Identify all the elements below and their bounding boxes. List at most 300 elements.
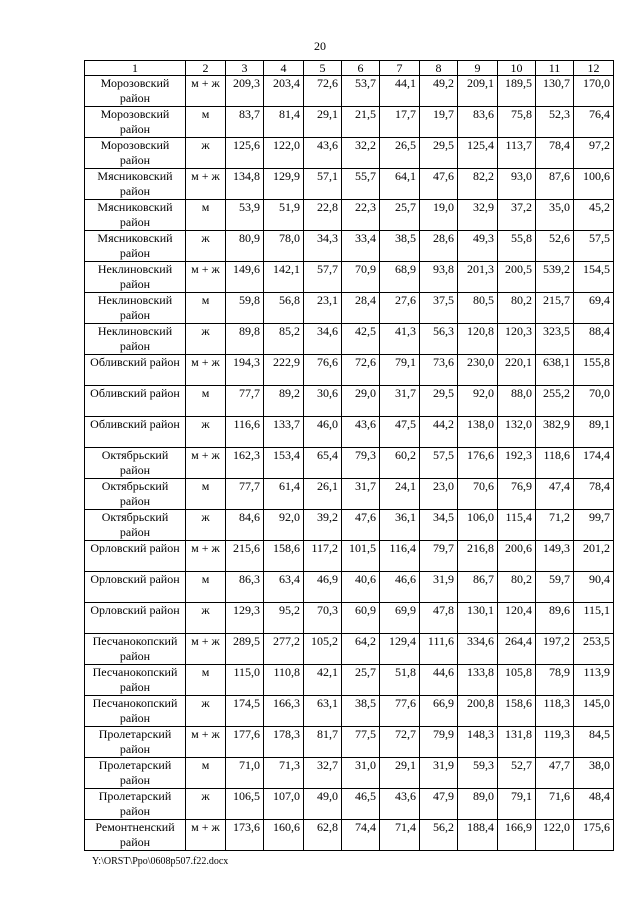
value-cell: 45,2 [574,200,614,231]
value-cell: 158,6 [264,541,304,572]
sex-cell: м [186,665,226,696]
value-cell: 115,1 [574,603,614,634]
value-cell: 80,2 [498,572,536,603]
value-cell: 99,7 [574,510,614,541]
value-cell: 53,7 [342,76,380,107]
district-cell: Пролетарский район [85,758,186,789]
value-cell: 24,1 [380,479,420,510]
value-cell: 72,6 [304,76,342,107]
value-cell: 106,0 [458,510,498,541]
value-cell: 106,5 [226,789,264,820]
value-cell: 44,1 [380,76,420,107]
value-cell: 170,0 [574,76,614,107]
value-cell: 53,9 [226,200,264,231]
value-cell: 31,9 [420,572,458,603]
value-cell: 47,6 [420,169,458,200]
value-cell: 29,1 [380,758,420,789]
value-cell: 89,8 [226,324,264,355]
column-header: 4 [264,61,304,76]
sex-cell: м + ж [186,820,226,851]
value-cell: 57,7 [304,262,342,293]
value-cell: 158,6 [498,696,536,727]
value-cell: 277,2 [264,634,304,665]
value-cell: 55,8 [498,231,536,262]
value-cell: 81,7 [304,727,342,758]
district-cell: Морозовский район [85,107,186,138]
value-cell: 42,5 [342,324,380,355]
value-cell: 129,4 [380,634,420,665]
table-row [85,76,614,107]
table-row [85,417,614,448]
value-cell: 51,8 [380,665,420,696]
value-cell: 21,5 [342,107,380,138]
value-cell: 216,8 [458,541,498,572]
value-cell: 253,5 [574,634,614,665]
value-cell: 111,6 [420,634,458,665]
value-cell: 71,4 [380,820,420,851]
value-cell: 93,8 [420,262,458,293]
value-cell: 42,1 [304,665,342,696]
value-cell: 78,0 [264,231,304,262]
district-cell: Октябрьский район [85,448,186,479]
value-cell: 113,9 [574,665,614,696]
value-cell: 174,4 [574,448,614,479]
value-cell: 72,6 [342,355,380,386]
value-cell: 89,0 [458,789,498,820]
value-cell: 125,6 [226,138,264,169]
sex-cell: м [186,479,226,510]
value-cell: 149,6 [226,262,264,293]
value-cell: 72,7 [380,727,420,758]
district-cell: Орловский район [85,541,186,572]
sex-cell: м + ж [186,727,226,758]
value-cell: 69,9 [380,603,420,634]
sex-cell: ж [186,138,226,169]
value-cell: 52,7 [498,758,536,789]
value-cell: 74,4 [342,820,380,851]
table-row [85,107,614,138]
value-cell: 77,7 [226,386,264,417]
value-cell: 79,1 [380,355,420,386]
value-cell: 37,5 [420,293,458,324]
district-cell: Песчанокопский район [85,634,186,665]
value-cell: 27,6 [380,293,420,324]
value-cell: 31,9 [420,758,458,789]
value-cell: 264,4 [498,634,536,665]
value-cell: 71,3 [264,758,304,789]
page-number: 20 [314,39,326,53]
value-cell: 57,5 [574,231,614,262]
value-cell: 49,0 [304,789,342,820]
value-cell: 88,0 [498,386,536,417]
value-cell: 64,1 [380,169,420,200]
value-cell: 122,0 [536,820,574,851]
value-cell: 82,2 [458,169,498,200]
value-cell: 34,3 [304,231,342,262]
value-cell: 22,8 [304,200,342,231]
table-row [85,789,614,820]
value-cell: 47,9 [420,789,458,820]
value-cell: 85,2 [264,324,304,355]
value-cell: 115,4 [498,510,536,541]
value-cell: 28,6 [420,231,458,262]
value-cell: 38,5 [342,696,380,727]
value-cell: 539,2 [536,262,574,293]
value-cell: 133,8 [458,665,498,696]
table-row [85,603,614,634]
table-row [85,386,614,417]
value-cell: 133,7 [264,417,304,448]
value-cell: 29,1 [304,107,342,138]
column-header: 9 [458,61,498,76]
value-cell: 89,1 [574,417,614,448]
value-cell: 83,6 [458,107,498,138]
value-cell: 200,5 [498,262,536,293]
value-cell: 382,9 [536,417,574,448]
value-cell: 215,6 [226,541,264,572]
value-cell: 255,2 [536,386,574,417]
district-cell: Ремонтненский район [85,820,186,851]
table-row [85,355,614,386]
table-row [85,665,614,696]
table-row [85,758,614,789]
table-row [85,293,614,324]
value-cell: 76,4 [574,107,614,138]
table-row [85,231,614,262]
value-cell: 89,6 [536,603,574,634]
value-cell: 176,6 [458,448,498,479]
value-cell: 46,9 [304,572,342,603]
value-cell: 77,5 [342,727,380,758]
district-cell: Неклиновский район [85,262,186,293]
value-cell: 38,5 [380,231,420,262]
value-cell: 89,2 [264,386,304,417]
value-cell: 215,7 [536,293,574,324]
value-cell: 120,4 [498,603,536,634]
value-cell: 97,2 [574,138,614,169]
value-cell: 130,7 [536,76,574,107]
value-cell: 201,2 [574,541,614,572]
value-cell: 43,6 [304,138,342,169]
value-cell: 56,2 [420,820,458,851]
value-cell: 35,0 [536,200,574,231]
value-cell: 154,5 [574,262,614,293]
sex-cell: м + ж [186,541,226,572]
value-cell: 230,0 [458,355,498,386]
value-cell: 19,0 [420,200,458,231]
sex-cell: ж [186,324,226,355]
value-cell: 178,3 [264,727,304,758]
district-cell: Морозовский район [85,138,186,169]
value-cell: 25,7 [380,200,420,231]
table-row [85,200,614,231]
value-cell: 323,5 [536,324,574,355]
sex-cell: м + ж [186,634,226,665]
value-cell: 63,1 [304,696,342,727]
column-header: 6 [342,61,380,76]
value-cell: 334,6 [458,634,498,665]
value-cell: 92,0 [264,510,304,541]
value-cell: 70,0 [574,386,614,417]
value-cell: 134,8 [226,169,264,200]
sex-cell: м + ж [186,169,226,200]
district-cell: Неклиновский район [85,293,186,324]
value-cell: 153,4 [264,448,304,479]
sex-cell: ж [186,231,226,262]
value-cell: 52,6 [536,231,574,262]
value-cell: 69,4 [574,293,614,324]
value-cell: 55,7 [342,169,380,200]
value-cell: 129,3 [226,603,264,634]
column-header: 2 [186,61,226,76]
value-cell: 33,4 [342,231,380,262]
value-cell: 83,7 [226,107,264,138]
sex-cell: м [186,200,226,231]
value-cell: 59,3 [458,758,498,789]
value-cell: 120,3 [498,324,536,355]
district-cell: Морозовский район [85,76,186,107]
value-cell: 46,5 [342,789,380,820]
value-cell: 92,0 [458,386,498,417]
district-cell: Мясниковский район [85,231,186,262]
value-cell: 148,3 [458,727,498,758]
district-cell: Обливский район [85,355,186,386]
value-cell: 118,3 [536,696,574,727]
value-cell: 200,8 [458,696,498,727]
value-cell: 47,7 [536,758,574,789]
table-row [85,727,614,758]
value-cell: 71,0 [226,758,264,789]
district-cell: Октябрьский район [85,479,186,510]
value-cell: 129,9 [264,169,304,200]
value-cell: 70,6 [458,479,498,510]
sex-cell: ж [186,696,226,727]
file-path-footer: Y:\ORST\Ppo\0608p507.f22.docx [92,856,229,867]
value-cell: 87,6 [536,169,574,200]
value-cell: 189,5 [498,76,536,107]
value-cell: 130,1 [458,603,498,634]
district-cell: Октябрьский район [85,510,186,541]
district-cell: Обливский район [85,386,186,417]
sex-cell: м + ж [186,448,226,479]
district-cell: Песчанокопский район [85,696,186,727]
value-cell: 31,0 [342,758,380,789]
value-cell: 132,0 [498,417,536,448]
value-cell: 29,5 [420,138,458,169]
value-cell: 44,2 [420,417,458,448]
column-header: 7 [380,61,420,76]
value-cell: 203,4 [264,76,304,107]
table-row [85,572,614,603]
value-cell: 90,4 [574,572,614,603]
value-cell: 63,4 [264,572,304,603]
value-cell: 75,8 [498,107,536,138]
district-cell: Обливский район [85,417,186,448]
value-cell: 100,6 [574,169,614,200]
value-cell: 23,0 [420,479,458,510]
value-cell: 201,3 [458,262,498,293]
value-cell: 61,4 [264,479,304,510]
table-row [85,820,614,851]
value-cell: 34,6 [304,324,342,355]
value-cell: 173,6 [226,820,264,851]
value-cell: 79,9 [420,727,458,758]
value-cell: 41,3 [380,324,420,355]
value-cell: 29,5 [420,386,458,417]
value-cell: 117,2 [304,541,342,572]
value-cell: 78,9 [536,665,574,696]
value-cell: 78,4 [574,479,614,510]
value-cell: 174,5 [226,696,264,727]
value-cell: 166,3 [264,696,304,727]
value-cell: 26,5 [380,138,420,169]
sex-cell: м + ж [186,355,226,386]
value-cell: 209,3 [226,76,264,107]
value-cell: 43,6 [342,417,380,448]
value-cell: 26,1 [304,479,342,510]
value-cell: 43,6 [380,789,420,820]
value-cell: 155,8 [574,355,614,386]
column-header: 1 [85,61,186,76]
value-cell: 78,4 [536,138,574,169]
value-cell: 70,9 [342,262,380,293]
value-cell: 47,5 [380,417,420,448]
value-cell: 79,1 [498,789,536,820]
table-row [85,324,614,355]
table-row [85,169,614,200]
value-cell: 77,7 [226,479,264,510]
district-cell: Орловский район [85,603,186,634]
district-cell: Мясниковский район [85,169,186,200]
value-cell: 125,4 [458,138,498,169]
value-cell: 34,5 [420,510,458,541]
value-cell: 73,6 [420,355,458,386]
value-cell: 116,6 [226,417,264,448]
value-cell: 289,5 [226,634,264,665]
value-cell: 56,3 [420,324,458,355]
value-cell: 138,0 [458,417,498,448]
value-cell: 79,3 [342,448,380,479]
value-cell: 65,4 [304,448,342,479]
value-cell: 110,8 [264,665,304,696]
value-cell: 32,9 [458,200,498,231]
value-cell: 47,4 [536,479,574,510]
district-cell: Орловский район [85,572,186,603]
value-cell: 56,8 [264,293,304,324]
sex-cell: м + ж [186,262,226,293]
value-cell: 166,9 [498,820,536,851]
value-cell: 162,3 [226,448,264,479]
value-cell: 48,4 [574,789,614,820]
value-cell: 107,0 [264,789,304,820]
column-header: 3 [226,61,264,76]
value-cell: 29,0 [342,386,380,417]
district-cell: Неклиновский район [85,324,186,355]
value-cell: 38,0 [574,758,614,789]
value-cell: 77,6 [380,696,420,727]
value-cell: 39,2 [304,510,342,541]
value-cell: 142,1 [264,262,304,293]
value-cell: 64,2 [342,634,380,665]
value-cell: 84,5 [574,727,614,758]
value-cell: 160,6 [264,820,304,851]
sex-cell: ж [186,603,226,634]
value-cell: 116,4 [380,541,420,572]
district-cell: Мясниковский район [85,200,186,231]
table-row [85,138,614,169]
value-cell: 57,5 [420,448,458,479]
value-cell: 194,3 [226,355,264,386]
value-cell: 209,1 [458,76,498,107]
value-cell: 79,7 [420,541,458,572]
value-cell: 66,9 [420,696,458,727]
sex-cell: ж [186,789,226,820]
value-cell: 88,4 [574,324,614,355]
table-row [85,448,614,479]
value-cell: 19,7 [420,107,458,138]
value-cell: 177,6 [226,727,264,758]
value-cell: 86,3 [226,572,264,603]
value-cell: 86,7 [458,572,498,603]
value-cell: 57,1 [304,169,342,200]
value-cell: 49,2 [420,76,458,107]
value-cell: 120,8 [458,324,498,355]
statistics-table [84,60,614,851]
value-cell: 52,3 [536,107,574,138]
value-cell: 44,6 [420,665,458,696]
value-cell: 145,0 [574,696,614,727]
value-cell: 222,9 [264,355,304,386]
value-cell: 80,5 [458,293,498,324]
value-cell: 32,7 [304,758,342,789]
table-row [85,541,614,572]
district-cell: Пролетарский район [85,789,186,820]
value-cell: 22,3 [342,200,380,231]
value-cell: 638,1 [536,355,574,386]
value-cell: 95,2 [264,603,304,634]
value-cell: 71,2 [536,510,574,541]
sex-cell: м [186,758,226,789]
table-row [85,634,614,665]
column-header: 5 [304,61,342,76]
value-cell: 105,2 [304,634,342,665]
sex-cell: ж [186,417,226,448]
value-cell: 220,1 [498,355,536,386]
value-cell: 192,3 [498,448,536,479]
value-cell: 175,6 [574,820,614,851]
value-cell: 59,7 [536,572,574,603]
column-header: 8 [420,61,458,76]
value-cell: 200,6 [498,541,536,572]
value-cell: 31,7 [380,386,420,417]
value-cell: 31,7 [342,479,380,510]
sex-cell: м + ж [186,76,226,107]
sex-cell: ж [186,510,226,541]
value-cell: 32,2 [342,138,380,169]
value-cell: 46,6 [380,572,420,603]
table-row [85,479,614,510]
value-cell: 70,3 [304,603,342,634]
value-cell: 80,2 [498,293,536,324]
value-cell: 51,9 [264,200,304,231]
value-cell: 47,8 [420,603,458,634]
value-cell: 84,6 [226,510,264,541]
sex-cell: м [186,572,226,603]
column-header: 11 [536,61,574,76]
value-cell: 118,6 [536,448,574,479]
sex-cell: м [186,107,226,138]
value-cell: 131,8 [498,727,536,758]
